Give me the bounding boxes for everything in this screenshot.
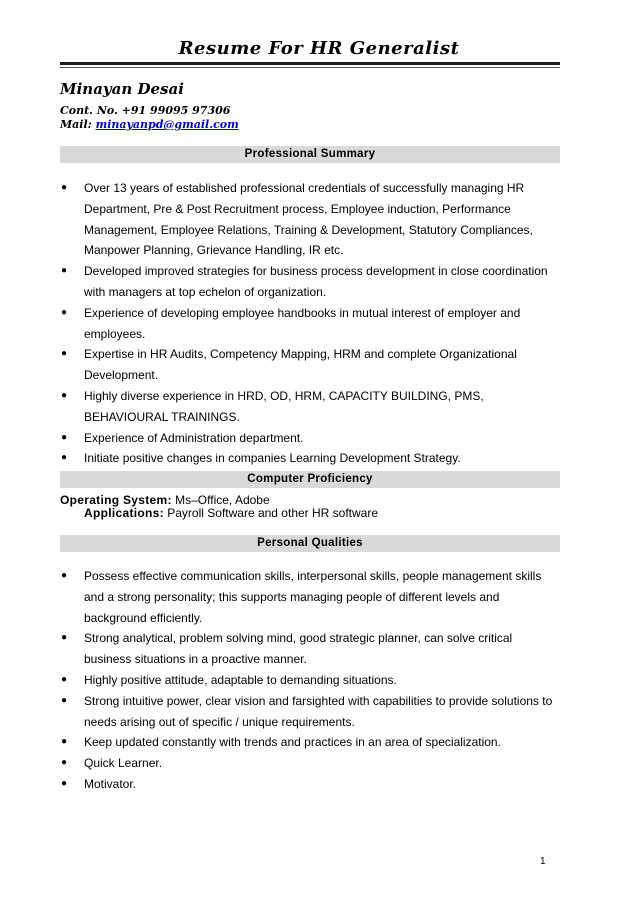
operating-system-line xyxy=(60,493,270,507)
qualities-list xyxy=(60,566,560,795)
section-header-professional-summary: Professional Summary xyxy=(60,146,560,163)
bullet-icon: ● xyxy=(61,777,68,789)
candidate-name: Minayan Desai xyxy=(60,80,184,98)
section-header-computer-proficiency: Computer Proficiency xyxy=(60,471,560,488)
list-item: ● Strong analytical, problem solving mind, good strategic planner, can solve critical business situations in a proactive manner. xyxy=(60,628,560,670)
applications-line xyxy=(84,506,378,520)
list-item: ● Motivator. xyxy=(60,774,560,795)
title-rule-thick xyxy=(60,62,560,65)
list-item: ● Experience of Administration department. xyxy=(60,428,560,449)
list-item: ● Over 13 years of established professional credentials of successfully managing HR Department, Pre & Post Recruitment process, Employee induction, Performance Management, Employee Relations, Training & Development, Statutory Compliances, Manpower Planning, Grievance Handling, IR etc. xyxy=(60,178,560,261)
bullet-icon: ● xyxy=(61,306,68,318)
bullet-icon: ● xyxy=(61,694,68,706)
list-item: ● Possess effective communication skills, interpersonal skills, people management skills and a strong personality; this supports managing people of different levels and background efficiently. xyxy=(60,566,560,628)
list-item: ● Quick Learner. xyxy=(60,753,560,774)
bullet-icon: ● xyxy=(61,452,68,464)
bullet-icon: ● xyxy=(61,182,68,193)
title-rule-thin xyxy=(60,67,560,68)
contact-phone: Cont. No. +91 99095 97306 xyxy=(60,104,231,117)
summary-list xyxy=(60,178,560,469)
mail-link[interactable]: minayanpd@gmail.com xyxy=(95,118,239,131)
mail-label: Mail: xyxy=(60,118,92,131)
bullet-icon: ● xyxy=(61,348,68,360)
page-number: 1 xyxy=(540,856,546,867)
bullet-icon: ● xyxy=(61,673,68,685)
contact-mail xyxy=(60,118,239,131)
list-item: ● Expertise in HR Audits, Competency Mapping, HRM and complete Organizational Development. xyxy=(60,344,560,386)
section-header-personal-qualities: Personal Qualities xyxy=(60,535,560,552)
list-item: ● Keep updated constantly with trends and practices in an area of specialization. xyxy=(60,732,560,753)
os-label: Operating System: xyxy=(60,493,172,507)
list-item: ● Highly diverse experience in HRD, OD, HRM, CAPACITY BUILDING, PMS, BEHAVIOURAL TRAININGS. xyxy=(60,386,560,428)
bullet-icon: ● xyxy=(61,389,68,401)
bullet-icon: ● xyxy=(61,265,68,277)
document-title: Resume For HR Generalist xyxy=(178,38,460,59)
apps-value: Payroll Software and other HR software xyxy=(167,506,379,520)
bullet-icon: ● xyxy=(61,757,68,769)
bullet-icon: ● xyxy=(61,431,68,443)
list-item: ● Experience of developing employee handbooks in mutual interest of employer and employees. xyxy=(60,303,560,345)
list-item: ● Developed improved strategies for business process development in close coordination with managers at top echelon of organization. xyxy=(60,261,560,303)
apps-label: Applications: xyxy=(84,506,164,520)
list-item: ● Initiate positive changes in companies Learning Development Strategy. xyxy=(60,448,560,469)
bullet-icon: ● xyxy=(61,570,68,581)
list-item: ● Strong intuitive power, clear vision and farsighted with capabilities to provide solutions to needs arising out of specific / unique requirements. xyxy=(60,691,560,733)
list-item: ● Highly positive attitude, adaptable to demanding situations. xyxy=(60,670,560,691)
bullet-icon: ● xyxy=(61,736,68,748)
os-value: Ms–Office, Adobe xyxy=(175,493,270,507)
bullet-icon: ● xyxy=(61,632,68,644)
